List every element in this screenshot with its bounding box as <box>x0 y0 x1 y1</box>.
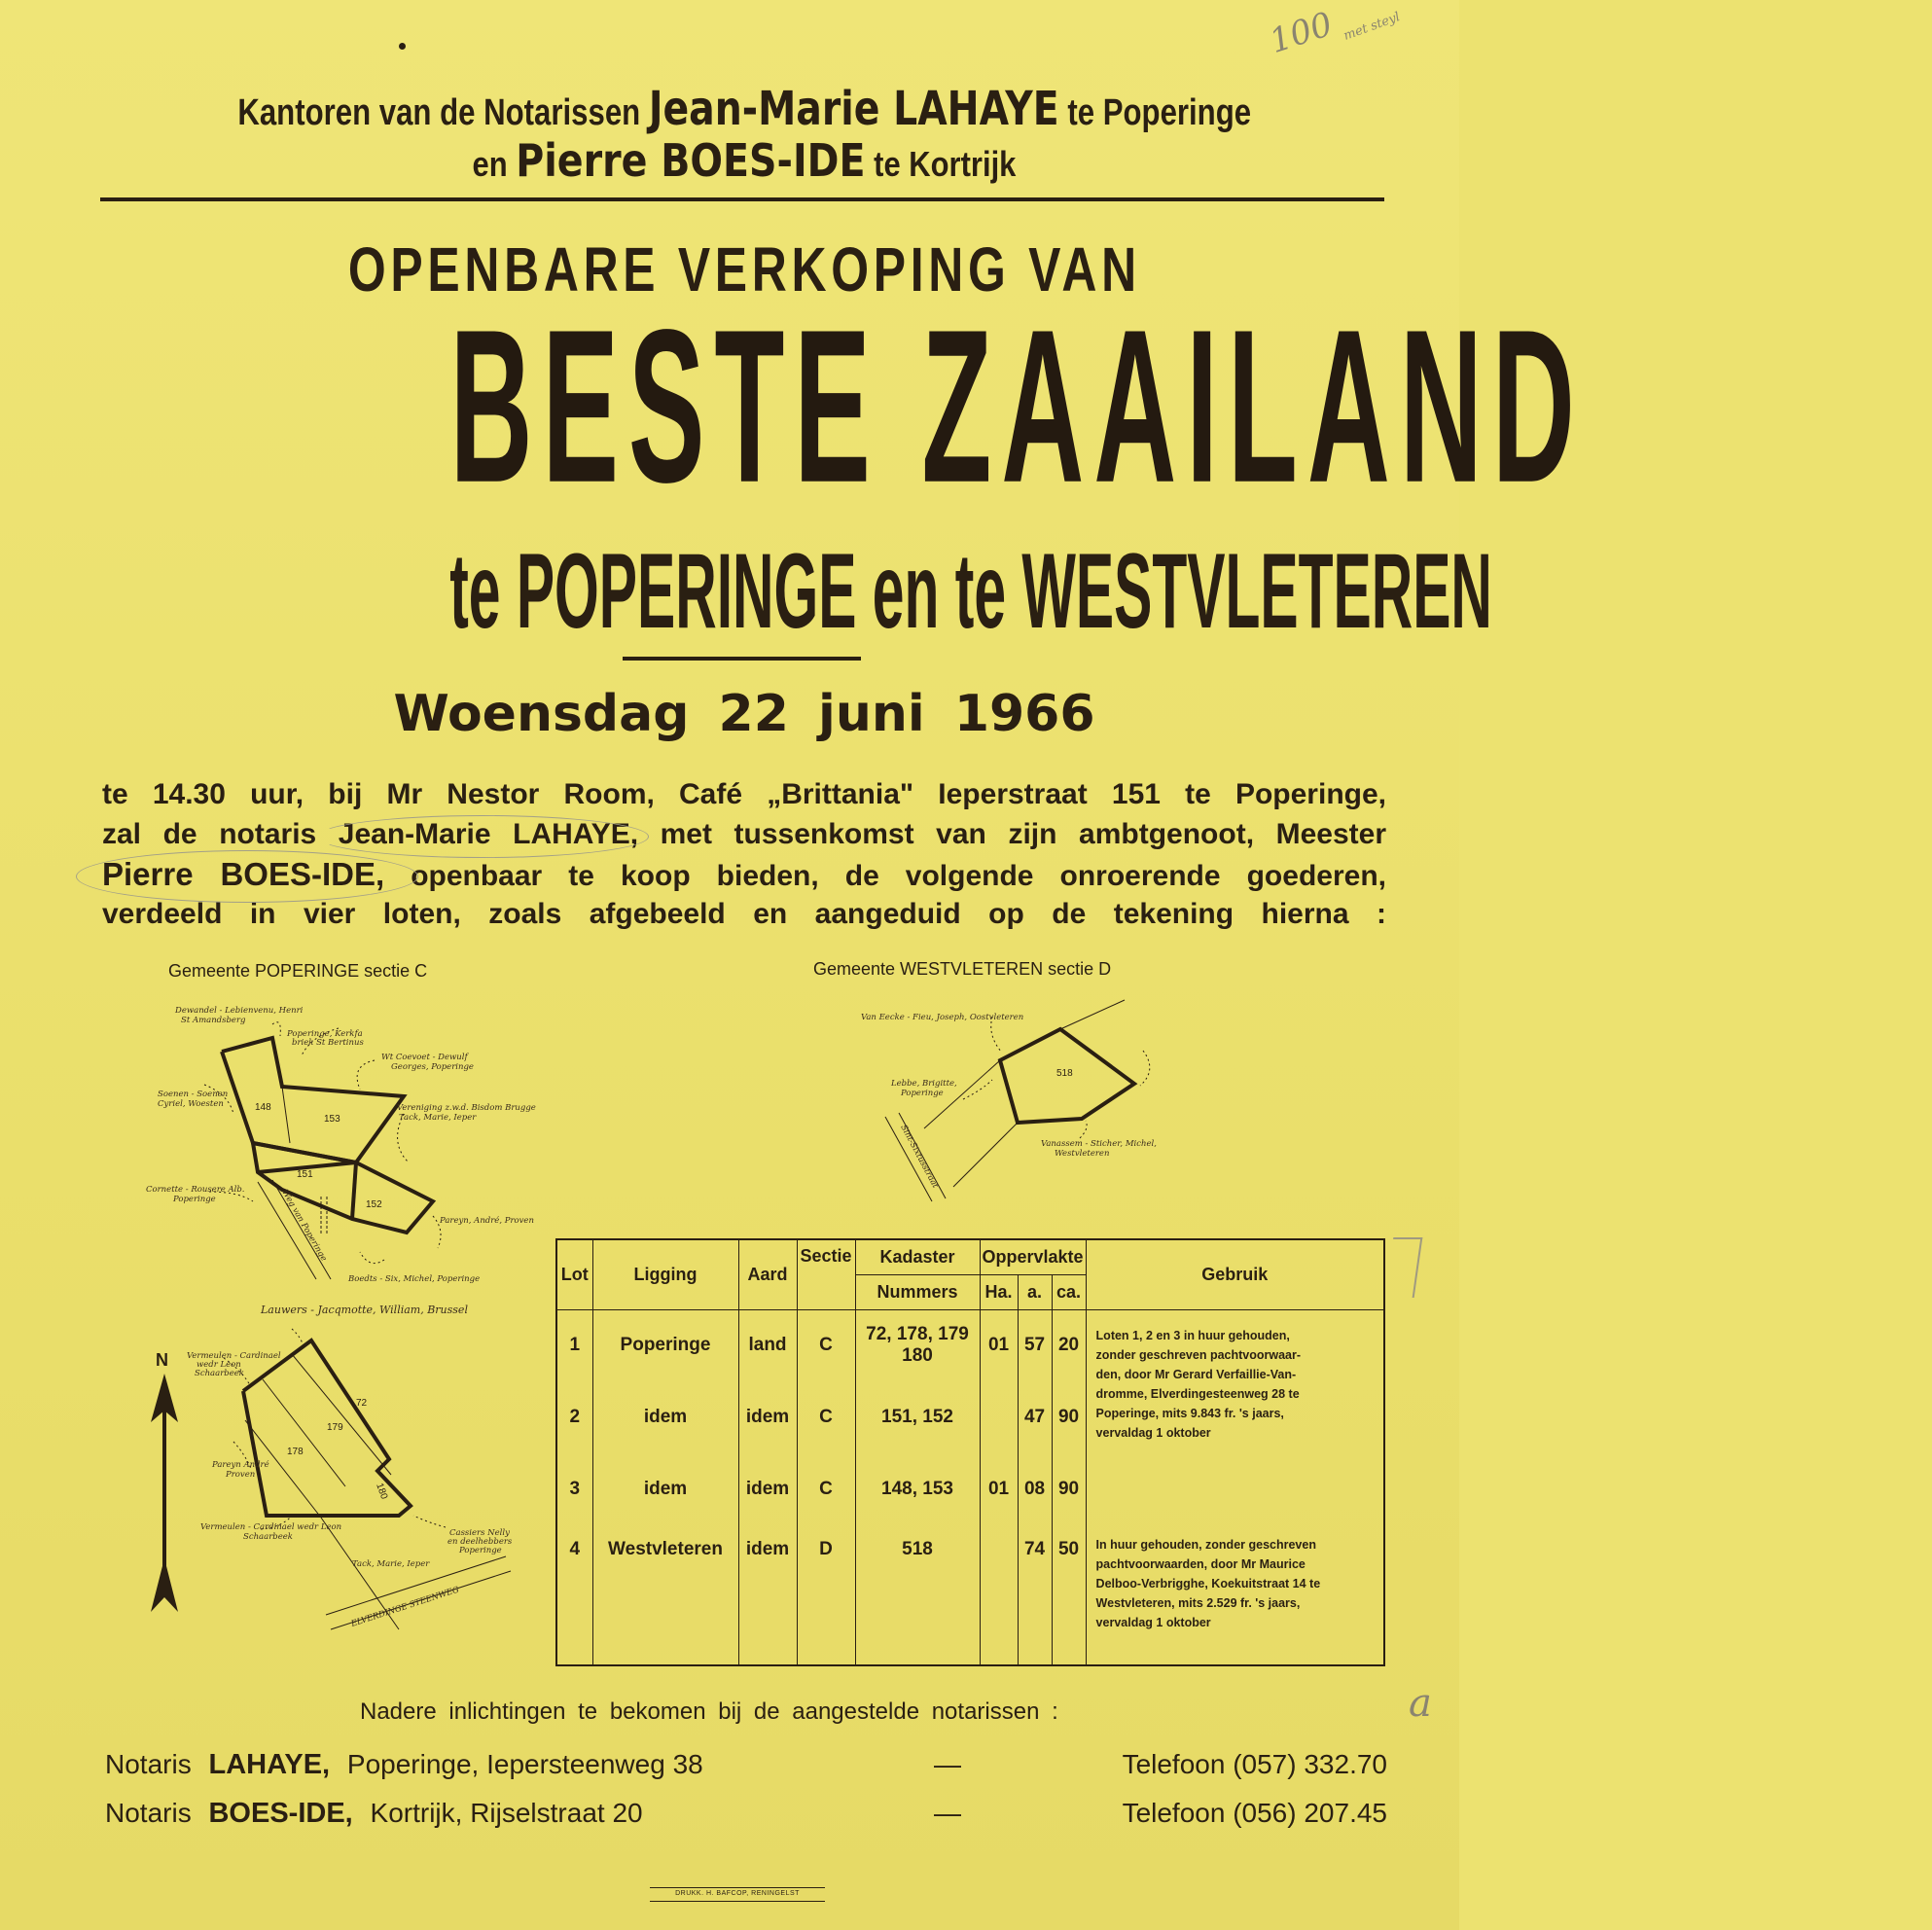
poperinge-map-lower <box>136 1294 564 1683</box>
contact-name: LAHAYE, <box>208 1749 331 1780</box>
title-rule <box>623 657 861 661</box>
plot-number: 179 <box>327 1422 343 1433</box>
gebruik-line: Loten 1, 2 en 3 in huur gehouden, <box>1095 1328 1290 1342</box>
title-westvleteren: WESTVLETEREN <box>1021 530 1492 651</box>
title-top: OPENBARE VERKOPING VAN <box>347 234 1141 304</box>
cell-sectie: C <box>797 1381 855 1453</box>
plot-number: 153 <box>324 1114 340 1125</box>
owner-label: Tack, Marie, Ieper <box>352 1559 430 1569</box>
owner-label: briek St Bertinus <box>292 1038 364 1048</box>
gebruik-line: In huur gehouden, zonder geschreven <box>1095 1538 1316 1552</box>
cell-nummers-text: 72, 178, 179 <box>866 1324 969 1345</box>
owner-label: Lauwers - Jacqmotte, William, Brussel <box>261 1304 468 1316</box>
plot-outline <box>222 1038 404 1162</box>
owner-label: Schaarbeek <box>243 1532 293 1542</box>
gebruik-line: den, door Mr Gerard Verfaillie-Van- <box>1095 1367 1297 1381</box>
cell-a: 74 <box>1018 1525 1052 1665</box>
owner-label: Cornette - Rousere Alb. <box>146 1185 245 1195</box>
pin-hole <box>399 43 406 50</box>
cell-ha: 01 <box>980 1453 1018 1525</box>
cell-ca: 90 <box>1052 1453 1086 1525</box>
contact-row <box>105 1749 1387 1781</box>
printer-rule <box>650 1887 825 1888</box>
road-label: Sint-Sixtusstraat <box>898 1123 941 1191</box>
pencil-annotation: a <box>1409 1681 1432 1726</box>
owner-label: Westvleteren <box>1055 1149 1110 1159</box>
contact-phone: Telefoon (057) 332.70 <box>1122 1749 1387 1779</box>
cell-ha <box>980 1525 1018 1665</box>
contact-row <box>105 1798 1387 1830</box>
plot-number: 518 <box>1056 1068 1073 1079</box>
notaries-header-line2 <box>102 134 1386 187</box>
owner-label: Poperinge <box>901 1089 944 1098</box>
cell-gebruik <box>1086 1525 1384 1665</box>
pencil-mark <box>1385 1237 1423 1298</box>
cell-ca: 20 <box>1052 1309 1086 1381</box>
owner-label: Cassiers Nelly <box>449 1528 510 1538</box>
plot-number: 151 <box>297 1169 313 1180</box>
owner-label: Pareyn, André, Proven <box>440 1216 534 1226</box>
col-nummers: Nummers <box>855 1274 980 1309</box>
cell-gebruik <box>1086 1309 1384 1525</box>
owner-label: Wt Coevoet - Dewulf <box>381 1053 468 1062</box>
header-text: Kantoren van de Notarissen <box>237 92 640 133</box>
plot-divider <box>282 1087 290 1143</box>
col-lot: Lot <box>556 1239 592 1309</box>
cell-a: 08 <box>1018 1453 1052 1525</box>
pencil-annotation: 100 <box>1265 4 1338 62</box>
intro-line: zal de notaris Jean-Marie LAHAYE, met tussenkomst van zijn ambtgenoot, Meester <box>102 818 1386 850</box>
cell-ligging: idem <box>592 1381 738 1453</box>
contact-title: Notaris <box>105 1798 192 1828</box>
cell-sectie: C <box>797 1453 855 1525</box>
owner-label: en deelhebbers <box>447 1537 513 1547</box>
intro-line: te 14.30 uur, bij Mr Nestor Room, Café „Brittania" Ieperstraat 151 te Poperinge, <box>102 778 1386 810</box>
owner-label: Soenen - Soenen <box>158 1090 229 1099</box>
owner-label: Vereniging z.w.d. Bisdom Brugge <box>397 1103 536 1113</box>
poperinge-map-upper <box>136 997 564 1289</box>
road-label: Weg van Poperinge <box>279 1188 329 1264</box>
title-en-te: en te <box>872 530 1007 651</box>
table-row <box>556 1525 1384 1665</box>
plot-number: 72 <box>356 1398 368 1409</box>
plot-divider <box>292 1354 391 1475</box>
cell-sectie: D <box>797 1525 855 1665</box>
owner-label: Boedts - Six, Michel, Poperinge <box>348 1274 481 1284</box>
owner-label: St Amandsberg <box>181 1016 246 1025</box>
owner-label: Vanassem - Sticher, Michel, <box>1041 1139 1157 1149</box>
boundary <box>953 1123 1018 1187</box>
owner-label: Proven <box>226 1470 256 1480</box>
col-kadaster: Kadaster <box>855 1239 980 1274</box>
lots-table <box>555 1238 1385 1666</box>
owner-label: Georges, Poperinge <box>391 1062 474 1072</box>
gebruik-line: pachtvoorwaarden, door Mr Maurice <box>1095 1557 1306 1571</box>
title-main: BESTE ZAAILAND <box>449 284 1585 529</box>
plot-number: 178 <box>287 1447 304 1457</box>
map-title-westvleteren: Gemeente WESTVLETEREN sectie D <box>813 959 1112 979</box>
contact-phone: Telefoon (056) 207.45 <box>1122 1798 1387 1828</box>
cell-nummers <box>855 1309 980 1381</box>
owner-label: Lebbe, Brigitte, <box>891 1079 957 1089</box>
north-label: N <box>156 1350 168 1370</box>
owner-label: Van Eecke - Fieu, Joseph, Oostvleteren <box>861 1013 1024 1022</box>
boundary <box>1060 1000 1125 1029</box>
cell-a: 47 <box>1018 1381 1052 1453</box>
gebruik-line: dromme, Elverdingesteenweg 28 te <box>1095 1386 1300 1401</box>
header-text: te Kortrijk <box>874 144 1017 184</box>
title-poperinge: te POPERINGE <box>449 530 857 651</box>
intro-text: openbaar te koop bieden, de volgende onroerende goederen, <box>411 860 1386 892</box>
plot-number: 152 <box>366 1199 382 1210</box>
cell-aard: land <box>738 1309 797 1381</box>
gebruik-line: zonder geschreven pachtvoorwaar- <box>1095 1347 1302 1362</box>
cell-ha <box>980 1381 1018 1453</box>
pointer-line <box>272 1022 280 1036</box>
col-oppervlakte: Oppervlakte <box>980 1239 1086 1274</box>
pointer-line <box>1140 1051 1150 1086</box>
plot-number: 148 <box>255 1102 271 1113</box>
col-aard: Aard <box>738 1239 797 1309</box>
north-arrow-icon <box>148 1374 181 1612</box>
cell-ligging: idem <box>592 1453 738 1525</box>
cell-sectie: C <box>797 1309 855 1381</box>
header-rule <box>100 197 1384 201</box>
info-line: Nadere inlichtingen te bekomen bij de aangestelde notarissen : <box>360 1698 1058 1725</box>
cell-lot: 2 <box>556 1381 592 1453</box>
gebruik-line: vervaldag 1 oktober <box>1095 1616 1211 1629</box>
owner-label: Schaarbeek <box>195 1369 244 1378</box>
header-name: Jean-Marie LAHAYE <box>648 82 1059 136</box>
cell-lot: 1 <box>556 1309 592 1381</box>
notary-name: Pierre BOES-IDE, <box>102 856 385 892</box>
contact-dash: — <box>934 1749 961 1779</box>
contact-name: BOES-IDE, <box>208 1798 353 1829</box>
owner-label: Tack, Marie, Ieper <box>399 1113 477 1123</box>
plot-divider <box>352 1162 356 1219</box>
cell-nummers: 151, 152 <box>855 1381 980 1453</box>
contact-title: Notaris <box>105 1749 192 1779</box>
plot-number: 180 <box>374 1482 390 1501</box>
notaries-header-line1 <box>102 82 1386 136</box>
owner-label: Poperinge <box>173 1195 216 1204</box>
cell-nummers-text: 180 <box>902 1345 933 1367</box>
cell-aard: idem <box>738 1525 797 1665</box>
cell-ca: 50 <box>1052 1525 1086 1665</box>
col-sectie: Sectie <box>797 1239 855 1309</box>
owner-label: Vermeulen - Cardinael wedr Leon <box>200 1522 342 1532</box>
pointer-line <box>413 1516 446 1527</box>
table-row <box>556 1309 1384 1381</box>
printer-rule <box>650 1901 825 1902</box>
header-name: Pierre BOES-IDE <box>516 134 866 187</box>
cell-aard: idem <box>738 1453 797 1525</box>
pointer-line <box>292 1329 304 1347</box>
gebruik-line: Delboo-Verbrigghe, Koekuitstraat 14 te <box>1095 1577 1321 1590</box>
cell-ligging: Poperinge <box>592 1309 738 1381</box>
gebruik-line: vervaldag 1 oktober <box>1095 1425 1211 1440</box>
pencil-circle <box>76 850 418 903</box>
road-label: ELVERDINGE STEENWEG <box>349 1585 461 1629</box>
owner-label: Poperinge <box>459 1546 502 1555</box>
cell-ligging: Westvleteren <box>592 1525 738 1665</box>
header-text: te Poperinge <box>1067 92 1251 133</box>
col-a: a. <box>1018 1274 1052 1309</box>
gebruik-line: Poperinge, mits 9.843 fr. 's jaars, <box>1095 1406 1284 1420</box>
cell-lot: 4 <box>556 1525 592 1665</box>
owner-label: Dewandel - Lebienvenu, Henri <box>175 1006 304 1016</box>
cell-nummers: 148, 153 <box>855 1453 980 1525</box>
cell-nummers: 518 <box>855 1525 980 1665</box>
owner-label: Vermeulen - Cardinael <box>187 1351 281 1361</box>
pencil-circle <box>316 815 649 858</box>
col-ha: Ha. <box>980 1274 1018 1309</box>
intro-line: verdeeld in vier loten, zoals afgebeeld en aangeduid op de tekening hierna : <box>102 898 1386 930</box>
pointer-line <box>1080 1121 1087 1138</box>
header-text: en <box>472 144 508 184</box>
westvleteren-map <box>856 992 1206 1226</box>
contact-address: Poperinge, Iepersteenweg 38 <box>346 1749 703 1779</box>
map-title-poperinge: Gemeente POPERINGE sectie C <box>168 961 428 981</box>
col-ca: ca. <box>1052 1274 1086 1309</box>
pointer-line <box>357 1060 375 1090</box>
owner-label: Poperinge, Kerkfa <box>287 1029 363 1039</box>
cell-a: 57 <box>1018 1309 1052 1381</box>
contact-address: Kortrijk, Rijselstraat 20 <box>370 1798 643 1828</box>
col-ligging: Ligging <box>592 1239 738 1309</box>
cell-lot: 3 <box>556 1453 592 1525</box>
title-sub <box>102 530 1492 651</box>
cell-aard: idem <box>738 1381 797 1453</box>
gebruik-line: Westvleteren, mits 2.529 fr. 's jaars, <box>1095 1596 1301 1610</box>
sale-date: Woensdag 22 juni 1966 <box>393 685 1095 743</box>
plot-divider <box>263 1379 345 1486</box>
owner-label: Cyriel, Woesten <box>158 1099 224 1109</box>
owner-label: wedr Leon <box>197 1360 241 1370</box>
pointer-line <box>360 1252 384 1264</box>
owner-label: Pareyn André <box>212 1460 269 1470</box>
cell-ha: 01 <box>980 1309 1018 1381</box>
pencil-annotation: met steyl <box>1342 10 1403 44</box>
cell-ca: 90 <box>1052 1381 1086 1453</box>
col-gebruik: Gebruik <box>1086 1239 1384 1309</box>
contact-dash: — <box>934 1798 961 1828</box>
printer-credit: DRUKK. H. BAFCOP, RENINGELST <box>675 1890 800 1897</box>
